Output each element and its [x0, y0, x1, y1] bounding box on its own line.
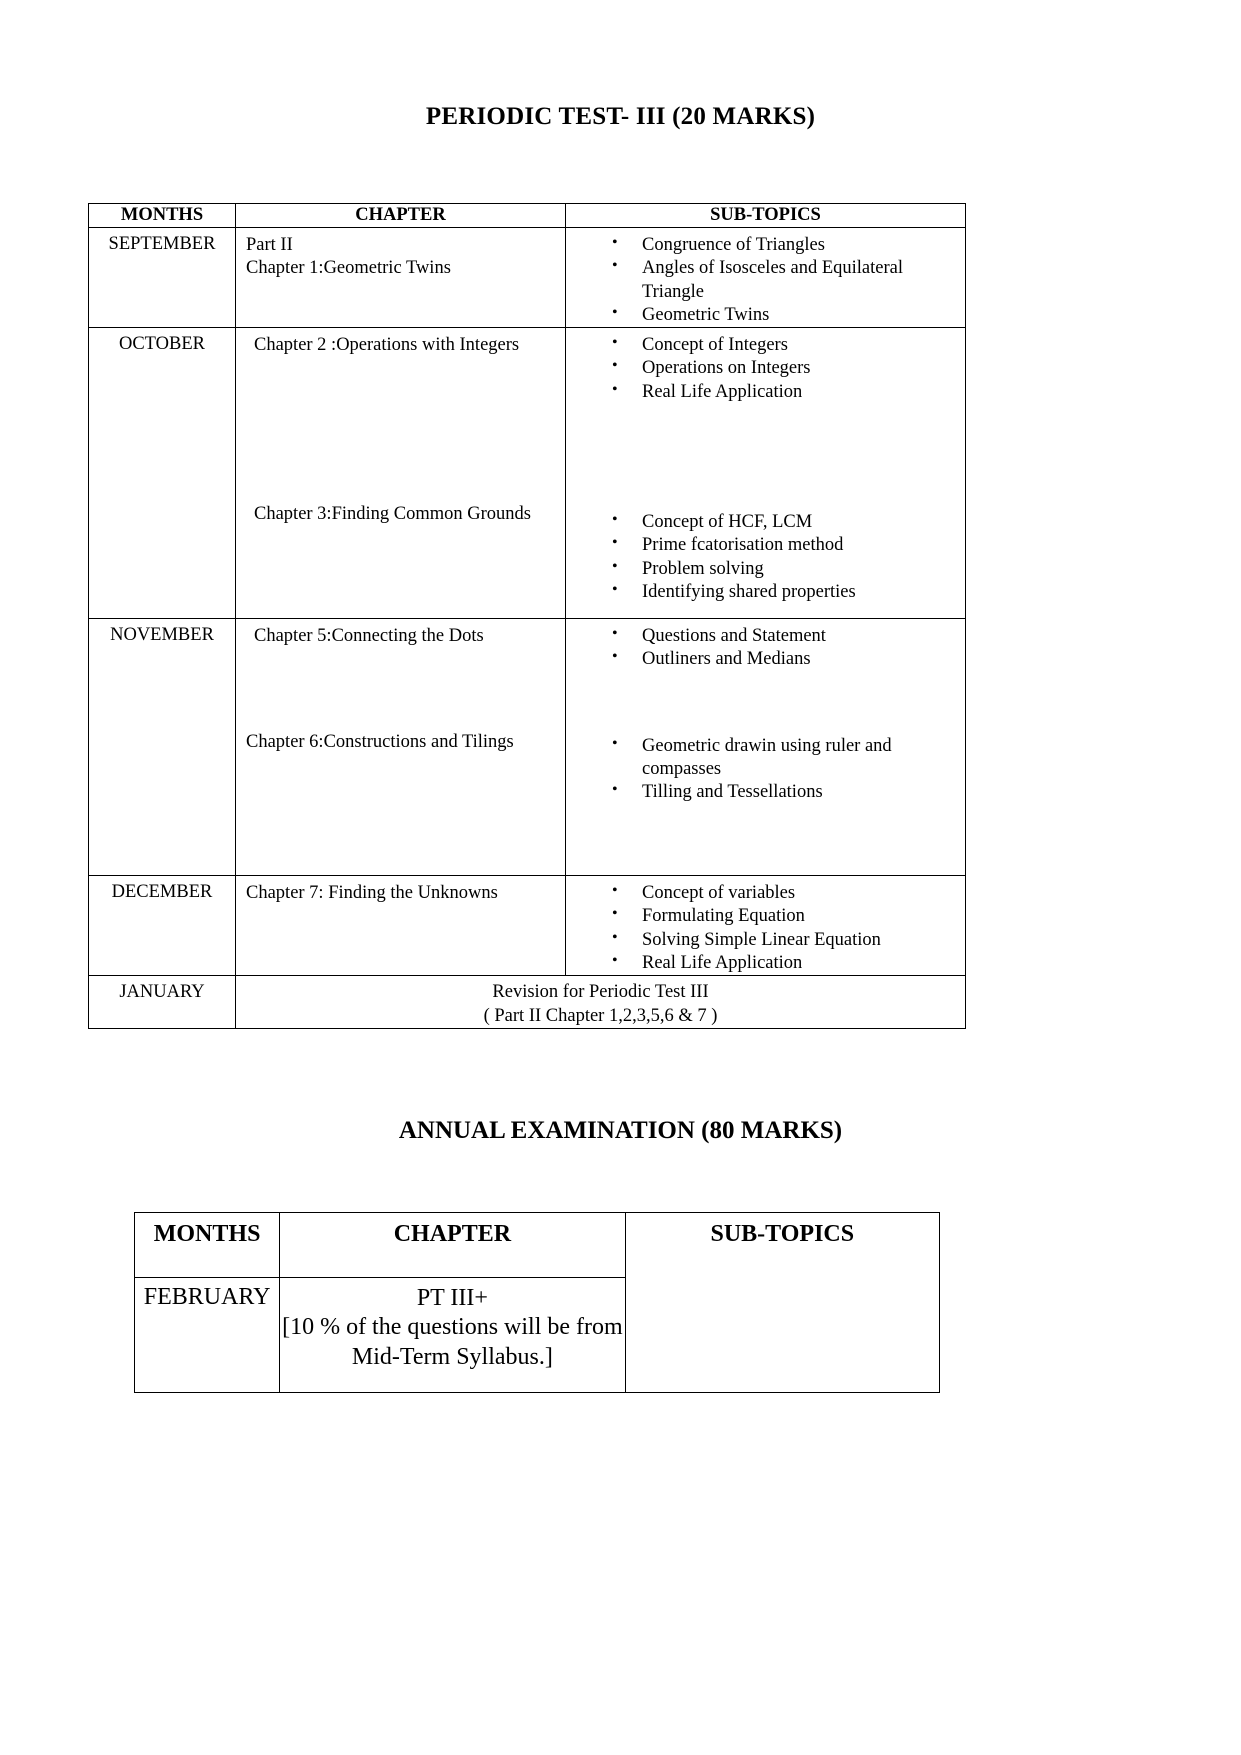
- subtopics-cell-september: [566, 228, 966, 328]
- chapter-line: Chapter 2 :Operations with Integers: [254, 335, 520, 356]
- column-header-months: MONTHS: [89, 204, 236, 228]
- subtopic-list: [566, 511, 965, 604]
- list-item: • Identifying shared properties: [612, 581, 965, 604]
- list-item: • Operations on Integers: [612, 357, 965, 380]
- subtopics-cell-december: [566, 876, 966, 976]
- chapter-line: Chapter 5:Connecting the Dots: [254, 626, 484, 647]
- list-item: • Real Life Application: [612, 952, 965, 975]
- list-item: • Angles of Isosceles and Equilateral Triangle: [612, 257, 965, 304]
- month-january: JANUARY: [89, 976, 236, 1029]
- chapter-line: Chapter 1:Geometric Twins: [246, 258, 451, 279]
- chapter-line: Chapter 7: Finding the Unknowns: [246, 883, 498, 904]
- month-october: OCTOBER: [89, 328, 236, 619]
- chapter-line: Mid-Term Syllabus.]: [351, 1343, 553, 1370]
- list-item: • Real Life Application: [612, 381, 965, 404]
- list-item: • Concept of variables: [612, 882, 965, 905]
- month-november: NOVEMBER: [89, 619, 236, 876]
- subtopics-cell-february: [625, 1278, 939, 1393]
- column-header-chapter: CHAPTER: [236, 204, 566, 228]
- revision-cell-january: [236, 976, 966, 1029]
- chapter-cell-february: [280, 1278, 625, 1393]
- subtopics-cell-october: [566, 328, 966, 619]
- annual-examination-table: [134, 1212, 940, 1393]
- chapter-line: Chapter 6:Constructions and Tilings: [246, 732, 514, 753]
- list-item: • Outliners and Medians: [612, 648, 965, 671]
- periodic-test-table: [88, 203, 966, 1029]
- table-row: [89, 976, 966, 1029]
- subtopic-list: [566, 334, 965, 404]
- list-item: • Formulating Equation: [612, 905, 965, 928]
- list-item: • Geometric Twins: [612, 304, 965, 327]
- list-item: • Congruence of Triangles: [612, 234, 965, 257]
- list-item: • Solving Simple Linear Equation: [612, 929, 965, 952]
- chapter-cell-november: [236, 619, 566, 876]
- column-header-months: MONTHS: [135, 1213, 280, 1278]
- list-item: • Prime fcatorisation method: [612, 534, 965, 557]
- subtopic-list: [566, 234, 965, 327]
- chapter-line: PT III+: [416, 1285, 488, 1311]
- month-february: FEBRUARY: [135, 1278, 280, 1393]
- revision-line: Revision for Periodic Test III: [492, 982, 709, 1003]
- subtopic-list: [566, 625, 965, 672]
- table-row: [89, 228, 966, 328]
- chapter-line: [10 % of the questions will be from: [282, 1314, 623, 1341]
- table-row: [135, 1278, 940, 1393]
- table-row: [89, 328, 966, 619]
- subtopic-list: [566, 735, 965, 805]
- list-item: • Concept of Integers: [612, 334, 965, 357]
- list-item: • Questions and Statement: [612, 625, 965, 648]
- chapter-line: Chapter 3:Finding Common Grounds: [254, 504, 531, 525]
- periodic-test-title: PERIODIC TEST- III (20 MARKS): [425, 103, 816, 130]
- list-item: • Concept of HCF, LCM: [612, 511, 965, 534]
- table-header-row: [135, 1213, 940, 1278]
- column-header-subtopics: SUB-TOPICS: [625, 1213, 939, 1278]
- table-row: [89, 619, 966, 876]
- list-item: • Problem solving: [612, 558, 965, 581]
- month-december: DECEMBER: [89, 876, 236, 976]
- annual-examination-title: ANNUAL EXAMINATION (80 MARKS): [398, 1117, 843, 1144]
- subtopics-cell-november: [566, 619, 966, 876]
- subtopic-list: [566, 882, 965, 975]
- column-header-subtopics: SUB-TOPICS: [566, 204, 966, 228]
- revision-line: ( Part II Chapter 1,2,3,5,6 & 7 ): [483, 1005, 718, 1026]
- table-header-row: [89, 204, 966, 228]
- chapter-line: Part II: [246, 235, 293, 255]
- chapter-cell-december: [236, 876, 566, 976]
- list-item: • Geometric drawin using ruler and compasses: [612, 735, 965, 782]
- month-september: SEPTEMBER: [89, 228, 236, 328]
- table-row: [89, 876, 966, 976]
- list-item: • Tilling and Tessellations: [612, 781, 965, 804]
- column-header-chapter: CHAPTER: [280, 1213, 625, 1278]
- chapter-cell-october: [236, 328, 566, 619]
- chapter-cell-september: [236, 228, 566, 328]
